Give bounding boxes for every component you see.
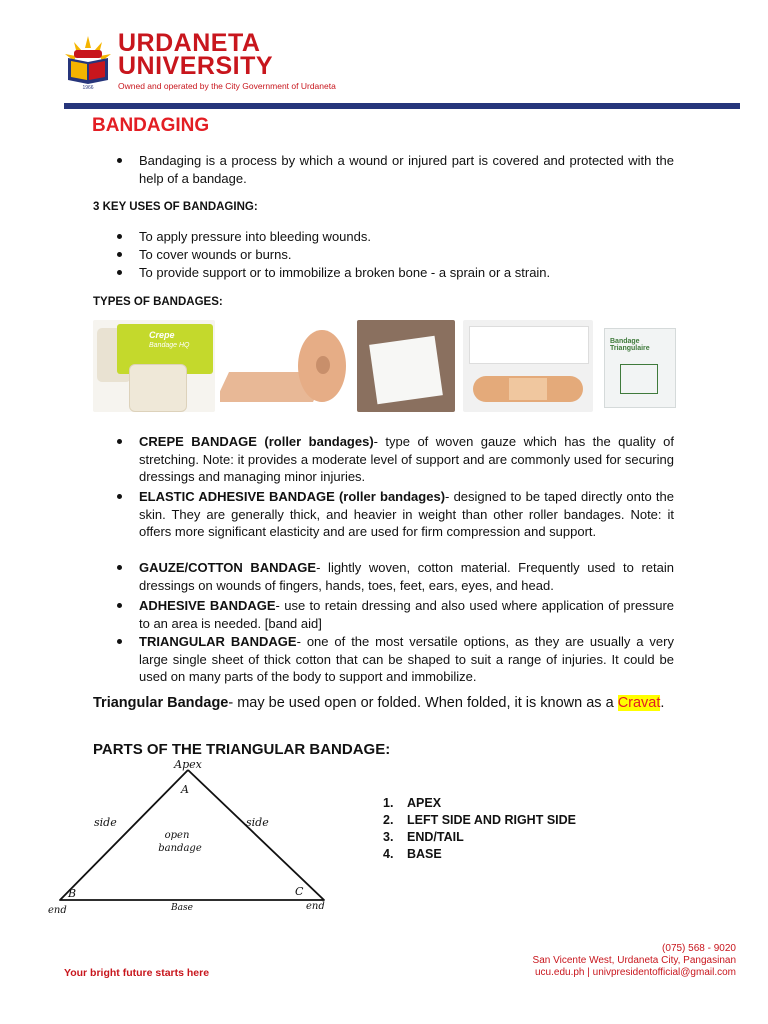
cravat-highlight: Cravat — [617, 695, 661, 711]
type-item-crepe — [139, 433, 674, 486]
diagram-base-label: Base — [171, 903, 193, 913]
part-item — [383, 813, 576, 827]
bullet — [117, 158, 122, 163]
type-name: CREPE BANDAGE (roller bandages) — [139, 434, 374, 449]
bullet — [117, 270, 122, 275]
adhesive-strip-photo — [463, 320, 593, 412]
bullet — [117, 603, 122, 608]
crepe-pack-text: Crepe — [149, 330, 175, 340]
type-desc: - use to retain dressing and also used where application of pressure to an area is needed. [band aid] — [139, 598, 674, 631]
part-label: END/TAIL — [407, 830, 464, 844]
type-item-triangular — [139, 633, 674, 686]
type-name: TRIANGULAR BANDAGE — [139, 634, 297, 649]
type-name: ADHESIVE BANDAGE — [139, 598, 276, 613]
part-number: 1. — [383, 796, 394, 810]
type-desc: - lightly woven, cotton material. Frequently used to retain dressings on wounds of fingers, hands, toes, feet, ears, eyes, and head. — [139, 560, 674, 593]
type-item-elastic — [139, 488, 674, 541]
crepe-pack-text-2: Bandage HQ — [149, 342, 190, 349]
diagram-end-left: end — [48, 905, 67, 916]
triangular-pack-text: Bandage Triangulaire — [610, 338, 650, 352]
diagram-point-a: A — [181, 783, 189, 796]
key-use-item: To provide support or to immobilize a broken bone - a sprain or a strain. — [139, 265, 551, 280]
diagram-point-c: C — [295, 885, 304, 898]
diagram-end-right: end — [306, 901, 325, 912]
key-uses-heading: 3 KEY USES OF BANDAGING: — [93, 201, 258, 213]
key-use-item: To cover wounds or burns. — [139, 247, 292, 262]
triangular-bandage-diagram — [40, 756, 340, 918]
part-number: 4. — [383, 847, 394, 861]
elastic-adhesive-roll-photo — [220, 320, 350, 412]
part-label: BASE — [407, 847, 442, 861]
part-item — [383, 847, 442, 861]
types-heading: TYPES OF BANDAGES: — [93, 296, 223, 308]
diagram-side-right: side — [246, 816, 269, 829]
university-logo — [62, 34, 114, 90]
diagram-open-label-1: open — [164, 830, 190, 841]
triangle-outline — [60, 770, 324, 900]
diagram-open-label-2: bandage — [158, 843, 202, 854]
part-item — [383, 796, 441, 810]
diagram-apex-label: Apex — [174, 758, 202, 771]
type-name: GAUZE/COTTON BANDAGE — [139, 560, 317, 575]
footer-address: San Vicente West, Urdaneta City, Pangasinan — [532, 955, 736, 966]
triangular-text: - may be used open or folded. When folded, it is known as a — [228, 695, 614, 711]
header-rule — [64, 103, 740, 109]
university-tagline: Owned and operated by the City Government of Urdaneta — [118, 81, 336, 91]
diagram-point-b: B — [68, 887, 77, 900]
university-name-line2: UNIVERSITY — [118, 52, 274, 80]
type-name: ELASTIC ADHESIVE BANDAGE (roller bandages) — [139, 489, 446, 504]
part-item — [383, 830, 464, 844]
footer-contacts: ucu.edu.ph | univpresidentofficial@gmail.com — [534, 967, 736, 978]
gauze-pad-photo — [357, 320, 455, 412]
triangular-term: Triangular Bandage — [93, 695, 229, 711]
bullet — [117, 252, 122, 257]
bullet — [117, 234, 122, 239]
bullet — [117, 439, 122, 444]
type-desc: - designed to be taped directly onto the skin. They are generally thick, and heavier in weight than other roller bandages. Note: it offers more significant elasticity and are used for firm compression and support. — [139, 489, 675, 539]
page-title: BANDAGING — [92, 115, 210, 136]
intro-text: Bandaging is a process by which a wound or injured part is covered and protected with the help of a bandage. — [139, 153, 674, 186]
triangular-bandage-pack-photo — [600, 320, 678, 412]
university-name-line1: URDANETA — [118, 29, 261, 57]
triangular-bandage-intro — [93, 694, 675, 713]
key-use-item: To apply pressure into bleeding wounds. — [139, 229, 371, 244]
footer-phone: (075) 568 - 9020 — [662, 943, 736, 954]
logo-year: 1966 — [82, 85, 94, 90]
part-number: 2. — [383, 813, 394, 827]
type-item-gauze — [139, 559, 674, 594]
crepe-bandage-photo — [93, 320, 215, 412]
type-desc: - one of the most versatile options, as they are usually a very large single sheet of thick cotton that can be shaped to suit a range of injuries. It could be used on many parts of the body to support and immobilize. — [139, 634, 674, 684]
type-item-adhesive — [139, 597, 674, 632]
part-label: LEFT SIDE AND RIGHT SIDE — [407, 813, 576, 827]
bullet — [117, 565, 122, 570]
part-number: 3. — [383, 830, 394, 844]
bullet — [117, 639, 122, 644]
triangular-end: . — [660, 695, 665, 711]
diagram-side-left: side — [94, 816, 117, 829]
part-label: APEX — [407, 796, 442, 810]
bullet — [117, 494, 122, 499]
footer-slogan: Your bright future starts here — [64, 967, 210, 979]
type-desc: - type of woven gauze which has the quality of stretching. Note: it provides a moderate level of support and are commonly used for securing dressings and managing minor injuries. — [139, 434, 675, 484]
parts-heading: PARTS OF THE TRIANGULAR BANDAGE: — [93, 741, 391, 758]
